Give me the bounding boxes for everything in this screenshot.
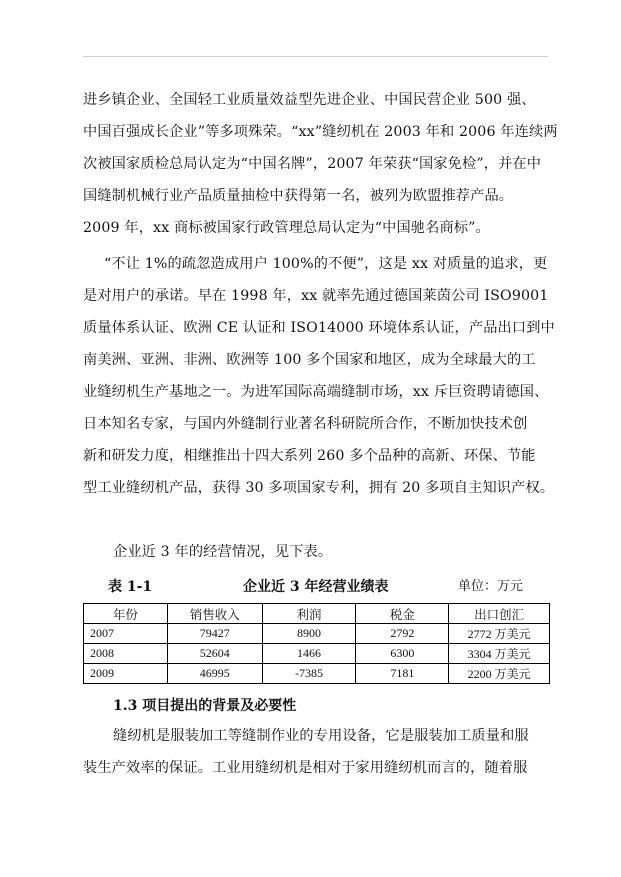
table-header-row bbox=[84, 604, 550, 624]
cell-year: 2009 bbox=[84, 664, 168, 684]
cell-year: 2008 bbox=[84, 644, 168, 664]
paragraph-2-line: 质量体系认证、欧洲 CE 认证和 ISO14000 环境体系认证，产品出口到中 bbox=[83, 320, 555, 336]
header-sales: 销售收入 bbox=[167, 604, 262, 624]
header-export: 出口创汇 bbox=[449, 604, 550, 624]
paragraph-1-line: 2009 年，xx 商标被国家行政管理总局认定为“中国驰名商标”。 bbox=[83, 220, 490, 236]
paragraph-3-line: 装生产效率的保证。工业用缝纫机是相对于家用缝纫机而言的，随着服 bbox=[83, 760, 528, 776]
paragraph-2-line: 是对用户的承诺。早在 1998 年，xx 就率先通过德国莱茵公司 ISO9001 bbox=[83, 288, 549, 304]
section-heading: 1.3 项目提出的背景及必要性 bbox=[113, 698, 297, 714]
paragraph-2-line: 新和研发力度，相继推出十四大系列 260 多个品种的高新、环保、节能 bbox=[83, 448, 536, 464]
paragraph-1-line: 次被国家质检总局认定为“中国名牌”，2007 年荣获“国家免检”，并在中 bbox=[83, 156, 542, 172]
cell-export: 3304 万美元 bbox=[449, 644, 550, 664]
header-year: 年份 bbox=[84, 604, 168, 624]
cell-year: 2007 bbox=[84, 624, 168, 644]
paragraph-2-line: 南美洲、亚洲、非洲、欧洲等 100 多个国家和地区，成为全球最大的工 bbox=[83, 352, 536, 368]
paragraph-1-line: 进乡镇企业、全国轻工业质量效益型先进企业、中国民营企业 500 强、 bbox=[83, 92, 536, 108]
header-rule bbox=[83, 56, 548, 57]
table-row bbox=[84, 644, 550, 664]
cell-sales: 52604 bbox=[167, 644, 262, 664]
header-tax: 税金 bbox=[356, 604, 449, 624]
cell-profit: -7385 bbox=[262, 664, 356, 684]
table-row bbox=[84, 624, 550, 644]
table-row bbox=[84, 664, 550, 684]
table-number: 表 1-1 bbox=[108, 579, 153, 595]
paragraph-1-line: 国缝制机械行业产品质量抽检中获得第一名，被列为欧盟推荐产品。 bbox=[83, 188, 514, 204]
paragraph-2-line: 业缝纫机生产基地之一。为进军国际高端缝制市场，xx 斥巨资聘请德国、 bbox=[83, 384, 549, 400]
cell-profit: 8900 bbox=[262, 624, 356, 644]
paragraph-2-line: 型工业缝纫机产品，获得 30 多项国家专利，拥有 20 多项自主知识产权。 bbox=[83, 480, 555, 496]
cell-export: 2772 万美元 bbox=[449, 624, 550, 644]
paragraph-1-line: 中国百强成长企业”等多项殊荣。“xx”缝纫机在 2003 年和 2006 年连续两 bbox=[83, 124, 558, 140]
header-profit: 利润 bbox=[262, 604, 356, 624]
cell-sales: 46995 bbox=[167, 664, 262, 684]
paragraph-2-line: 日本知名专家，与国内外缝制行业著名科研院所合作，不断加快技术创 bbox=[83, 416, 528, 432]
cell-export: 2200 万美元 bbox=[449, 664, 550, 684]
cell-profit: 1466 bbox=[262, 644, 356, 664]
paragraph-2-line: “不让 1%的疏忽造成用户 100%的不便”，这是 xx 对质量的追求，更 bbox=[104, 256, 548, 272]
table-intro: 企业近 3 年的经营情况，见下表。 bbox=[113, 544, 333, 560]
table-title: 企业近 3 年经营业绩表 bbox=[243, 579, 389, 595]
cell-tax: 6300 bbox=[356, 644, 449, 664]
cell-tax: 2792 bbox=[356, 624, 449, 644]
cell-tax: 7181 bbox=[356, 664, 449, 684]
cell-sales: 79427 bbox=[167, 624, 262, 644]
performance-table bbox=[83, 603, 550, 684]
paragraph-3-line: 缝纫机是服装加工等缝制作业的专用设备，它是服装加工质量和服 bbox=[113, 728, 529, 744]
table-unit: 单位：万元 bbox=[458, 579, 524, 594]
